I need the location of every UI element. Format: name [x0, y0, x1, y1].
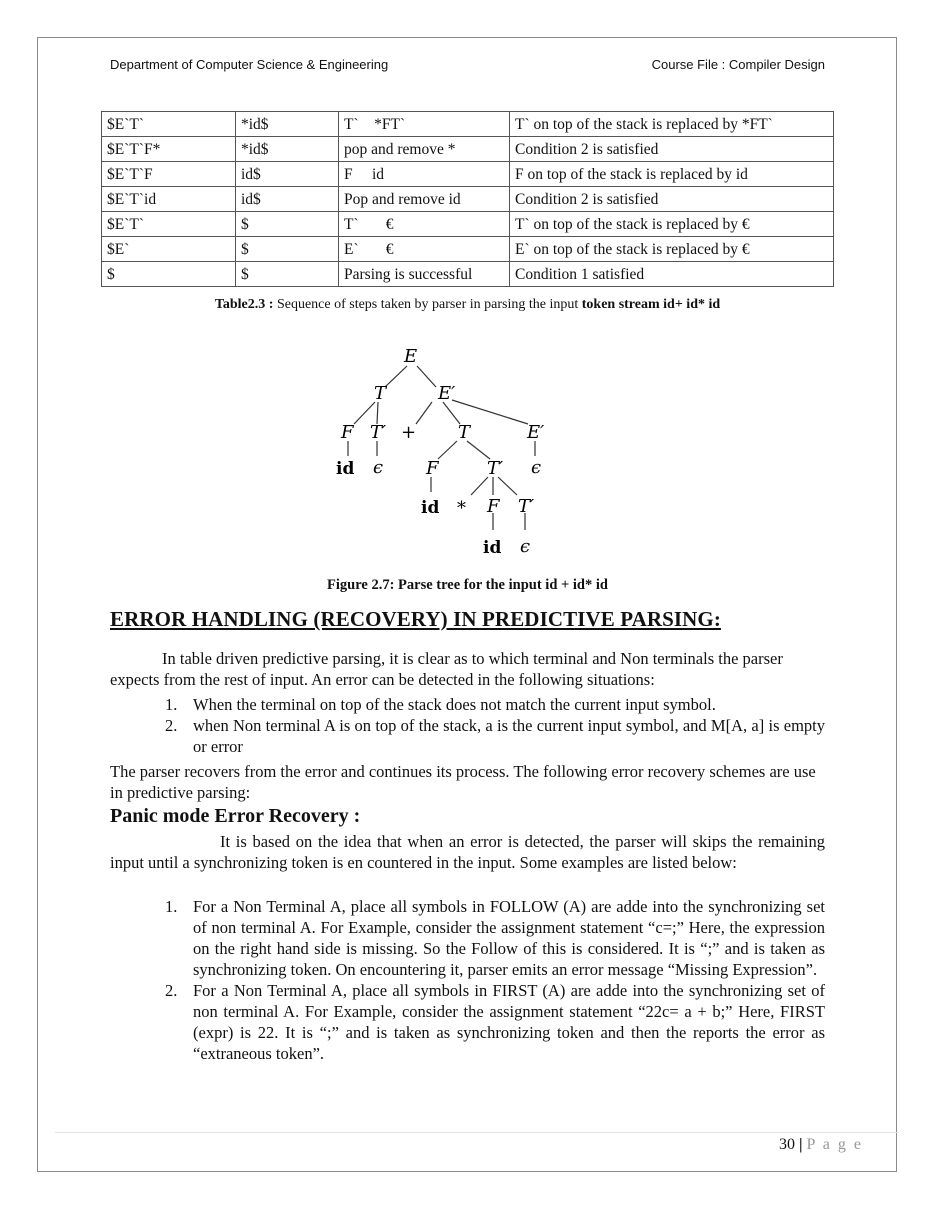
- tree-leaf-epsilon: ϵ: [520, 536, 531, 557]
- table-caption-bold: token stream id+ id* id: [581, 297, 721, 312]
- list-item-text: When the terminal on top of the stack does not match the current input symbol.: [193, 695, 716, 714]
- table-row: [102, 262, 834, 287]
- list-item: [110, 694, 825, 715]
- action-cell: Pop and remove id: [339, 187, 510, 212]
- table-row: [102, 212, 834, 237]
- table-row: [102, 112, 834, 137]
- section-heading: ERROR HANDLING (RECOVERY) IN PREDICTIVE PARSING:: [110, 607, 721, 631]
- input-cell: $: [236, 262, 339, 287]
- action-cell: pop and remove *: [339, 137, 510, 162]
- tree-edge: [354, 402, 375, 424]
- list-number: 2.: [165, 981, 178, 1000]
- page-label: P a g e: [806, 1136, 863, 1153]
- list-number: 1.: [165, 695, 178, 714]
- page-number: 30: [778, 1136, 795, 1153]
- header-course: Course File : Compiler Design: [651, 57, 825, 72]
- tree-edge: [452, 400, 528, 424]
- subheading-panic-mode: Panic mode Error Recovery :: [110, 805, 361, 827]
- input-cell: id$: [236, 162, 339, 187]
- description-cell: Condition 1 satisfied: [510, 262, 834, 287]
- recovery-paragraph: The parser recovers from the error and continues its process. The following error recovery schemes are use in predictive parsing:: [110, 762, 816, 802]
- tree-edge: [467, 441, 490, 459]
- table-row: [102, 187, 834, 212]
- list-number: 2.: [165, 716, 178, 735]
- parse-steps-table: [101, 111, 834, 287]
- stack-cell: $E`T`F: [102, 162, 236, 187]
- tree-edge: [417, 366, 436, 387]
- tree-leaf-epsilon: ϵ: [373, 457, 384, 478]
- parse-tree-figure: [330, 340, 570, 565]
- intro-paragraph: In table driven predictive parsing, it is clear as to which terminal and Non terminals the parser expects from the rest of input. An error can be detected in the following situations:: [110, 649, 783, 689]
- table-caption-text: Sequence of steps taken by parser in parsing the input: [273, 297, 582, 312]
- panic-mode-examples-list: [110, 896, 825, 1064]
- tree-edge: [377, 402, 378, 424]
- list-item: [110, 896, 825, 980]
- stack-cell: $E`T`: [102, 112, 236, 137]
- tree-edge: [498, 477, 517, 495]
- stack-cell: $E`: [102, 237, 236, 262]
- table-caption-label: Table2.3 :: [214, 297, 274, 312]
- tree-edge: [385, 366, 407, 387]
- tree-leaf-id: id: [336, 459, 355, 479]
- stack-cell: $E`T`F*: [102, 137, 236, 162]
- list-item-text: For a Non Terminal A, place all symbols in FOLLOW (A) are adde into the synchronizing set of non terminal A. For Example, consider the assignment statement “c=;” Here, the expression on the right hand side is missing. So the Follow of this is considered. It is “;” and is taken as synchronizing token. On encountering it, parser emits an error message “Missing Expression”.: [193, 897, 825, 979]
- tree-leaf-id: id: [483, 538, 502, 558]
- description-cell: Condition 2 is satisfied: [510, 187, 834, 212]
- action-cell: T` *FT`: [339, 112, 510, 137]
- tree-node-T: T: [458, 422, 471, 443]
- tree-node-T-prime: T′: [518, 496, 535, 517]
- table-row: [102, 162, 834, 187]
- input-cell: $: [236, 212, 339, 237]
- tree-node-F: F: [341, 422, 354, 443]
- header-department: Department of Computer Science & Engineering: [110, 57, 389, 72]
- tree-edge: [438, 441, 457, 459]
- list-item: [110, 980, 825, 1064]
- footer-divider: [55, 1132, 898, 1133]
- description-cell: T` on top of the stack is replaced by *FT`: [510, 112, 834, 137]
- tree-node-E-prime: E′: [438, 383, 456, 404]
- tree-leaf-epsilon: ϵ: [531, 457, 542, 478]
- action-cell: F id: [339, 162, 510, 187]
- table-row: [102, 137, 834, 162]
- page-footer: [779, 1136, 863, 1154]
- tree-edge: [443, 402, 460, 424]
- figure-caption: Figure 2.7: Parse tree for the input id + id* id: [327, 577, 608, 593]
- description-cell: Condition 2 is satisfied: [510, 137, 834, 162]
- panic-mode-paragraph: It is based on the idea that when an error is detected, the parser will skips the remaining input until a synchronizing token is en countered in the input. Some examples are listed below:: [110, 832, 825, 872]
- tree-node-E: E: [404, 346, 418, 367]
- table-row: [102, 237, 834, 262]
- stack-cell: $E`T`id: [102, 187, 236, 212]
- description-cell: T` on top of the stack is replaced by €: [510, 212, 834, 237]
- input-cell: *id$: [236, 112, 339, 137]
- input-cell: *id$: [236, 137, 339, 162]
- tree-node-T-prime: T′: [487, 458, 504, 479]
- action-cell: T` €: [339, 212, 510, 237]
- tree-leaf-id: id: [421, 498, 440, 518]
- list-item: [110, 715, 825, 757]
- tree-node-F: F: [487, 496, 500, 517]
- stack-cell: $E`T`: [102, 212, 236, 237]
- tree-edge: [471, 477, 488, 495]
- tree-node-T: T: [374, 383, 387, 404]
- list-number: 1.: [165, 897, 178, 916]
- tree-edge: [416, 402, 432, 424]
- table-caption: [0, 297, 935, 313]
- action-cell: Parsing is successful: [339, 262, 510, 287]
- tree-node-T-prime: T′: [370, 422, 387, 443]
- list-item-text: when Non terminal A is on top of the stack, a is the current input symbol, and M[A, a] is empty or error: [193, 716, 825, 756]
- error-situations-list: [110, 694, 825, 757]
- list-item-text: For a Non Terminal A, place all symbols in FIRST (A) are adde into the synchronizing set of non terminal A. For Example, consider the assignment statement “22c= a + b;” Here, FIRST (expr) is 22. It is “;” and is taken as synchronizing token and then the reports the error as “extraneous token”.: [193, 981, 825, 1063]
- input-cell: id$: [236, 187, 339, 212]
- stack-cell: $: [102, 262, 236, 287]
- action-cell: E` €: [339, 237, 510, 262]
- tree-node-F: F: [426, 458, 439, 479]
- tree-leaf-star: *: [457, 498, 466, 519]
- input-cell: $: [236, 237, 339, 262]
- description-cell: F on top of the stack is replaced by id: [510, 162, 834, 187]
- footer-separator: |: [798, 1136, 803, 1153]
- tree-node-plus: +: [401, 422, 417, 443]
- description-cell: E` on top of the stack is replaced by €: [510, 237, 834, 262]
- tree-node-E-prime: E′: [527, 422, 545, 443]
